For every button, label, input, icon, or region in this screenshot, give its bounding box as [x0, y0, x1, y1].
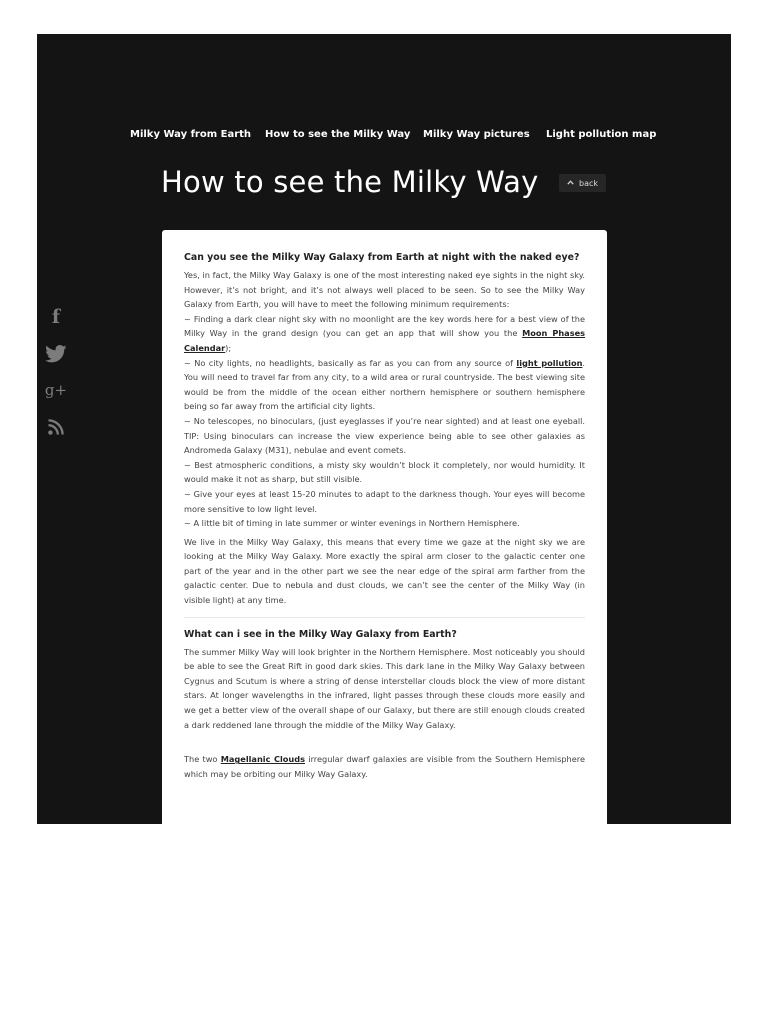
moon-phases-link[interactable]: Moon Phases Calendar — [184, 328, 586, 353]
requirement-no-city-lights-end: . You will need to travel far from any city, to a wild area or rural countryside. The best viewing site would be from the middle of the ocean either northern hemisphere or southern hemisphere being so far away from the artificial city lights. — [184, 357, 586, 412]
article-card — [162, 230, 607, 824]
galaxy-paragraph: We live in the Milky Way Galaxy, this means that every time we gaze at the night sky we are looking at the Milky Way Galaxy. More exactly the spiral arm closer to the galactic center one part of the year and in the other part we see the near edge of the spiral arm farther from the galactic center. Due to nebula and dust clouds, we can’t see the center of the Milky Way (in visible light) at any time. — [184, 536, 585, 606]
rss-icon[interactable] — [43, 414, 69, 440]
requirement-atmosphere: ~ Best atmospheric conditions, a misty sky wouldn’t block it completely, nor would humidity. It would make it not as sharp, but still visible. — [184, 459, 585, 485]
twitter-icon[interactable] — [43, 341, 69, 367]
intro-text: Yes, in fact, the Milky Way Galaxy is one of the most interesting naked eye sights in the night sky. However, it’s not bright, and it’s not always well placed to be seen. So to see the Milky Way Galaxy from Earth, you will have to meet the following minimum requirements: — [184, 270, 585, 310]
requirement-dark-sky-end: ); — [225, 342, 232, 353]
requirement-no-city-lights: ~ No city lights, no headlights, basically as far as you can from any source of — [184, 357, 517, 368]
nav-item-pictures[interactable]: Milky Way pictures — [423, 129, 530, 140]
section-heading-naked-eye: Can you see the Milky Way Galaxy from Earth at night with the naked eye? — [184, 252, 580, 263]
requirement-no-telescopes: ~ No telescopes, no binoculars, (just eyeglasses if you’re near sighted) and at least one eyeball. TIP: Using binoculars can increase the view experience being able to see other galaxies as Andromeda Galaxy (M31), nebulae and event comets. — [184, 415, 585, 456]
requirement-timing: ~ A little bit of timing in late summer or winter evenings in Northern Hemisphere. — [184, 518, 520, 529]
magellanic-clouds-link[interactable]: Magellanic Clouds — [220, 754, 305, 765]
chevron-up-icon — [567, 180, 574, 185]
google-plus-icon[interactable]: g+ — [44, 381, 68, 399]
requirement-adapt-eyes: ~ Give your eyes at least 15-20 minutes to adapt to the darkness though. Your eyes will become more sensitive to low light level. — [184, 488, 585, 514]
back-label: back — [578, 178, 598, 188]
section-heading-what-can-i-see: What can i see in the Milky Way Galaxy from Earth? — [184, 628, 457, 640]
facebook-icon[interactable]: f — [51, 306, 61, 328]
light-pollution-link[interactable]: light pollution — [516, 357, 583, 368]
nav-item-milky-way-from-earth[interactable]: Milky Way from Earth — [130, 129, 252, 140]
main-nav — [37, 129, 731, 145]
magellanic-text: irregular dwarf galaxies are visible from the Southern Hemisphere which may be orbiting our Milky Way Galaxy. — [184, 754, 585, 779]
page-frame — [37, 34, 731, 824]
requirements-paragraph — [184, 268, 585, 531]
magellanic-intro: The two — [184, 754, 221, 765]
twitter-bird-shape — [45, 345, 67, 363]
nav-item-how-to-see[interactable]: How to see the Milky Way — [265, 129, 411, 140]
rss-shape — [48, 419, 64, 435]
page-title: How to see the Milky Way — [161, 165, 539, 199]
section-divider — [184, 617, 585, 618]
back-button[interactable] — [559, 174, 606, 192]
requirement-dark-sky: ~ Finding a dark clear night sky with no moonlight are the key words here for a best view of the Milky Way in the grand design (you can get an app that will show you the — [184, 313, 585, 339]
nav-item-light-pollution-map[interactable]: Light pollution map — [546, 129, 657, 140]
magellanic-paragraph — [184, 752, 585, 781]
summer-milky-way-paragraph: The summer Milky Way will look brighter in the Northern Hemisphere. Most noticeably you should be able to see the Great Rift in good dark skies. This dark lane in the Milky Way Galaxy between Cygnus and Scutum is where a string of dense interstellar clouds block the view of more distant stars. At longer wavelengths in the infrared, light passes through these clouds more easily and we get a better view of the overall shape of our Galaxy, but there are still enough clouds created a dark reddened lane through the middle of the Milky Way Galaxy. — [184, 646, 585, 730]
